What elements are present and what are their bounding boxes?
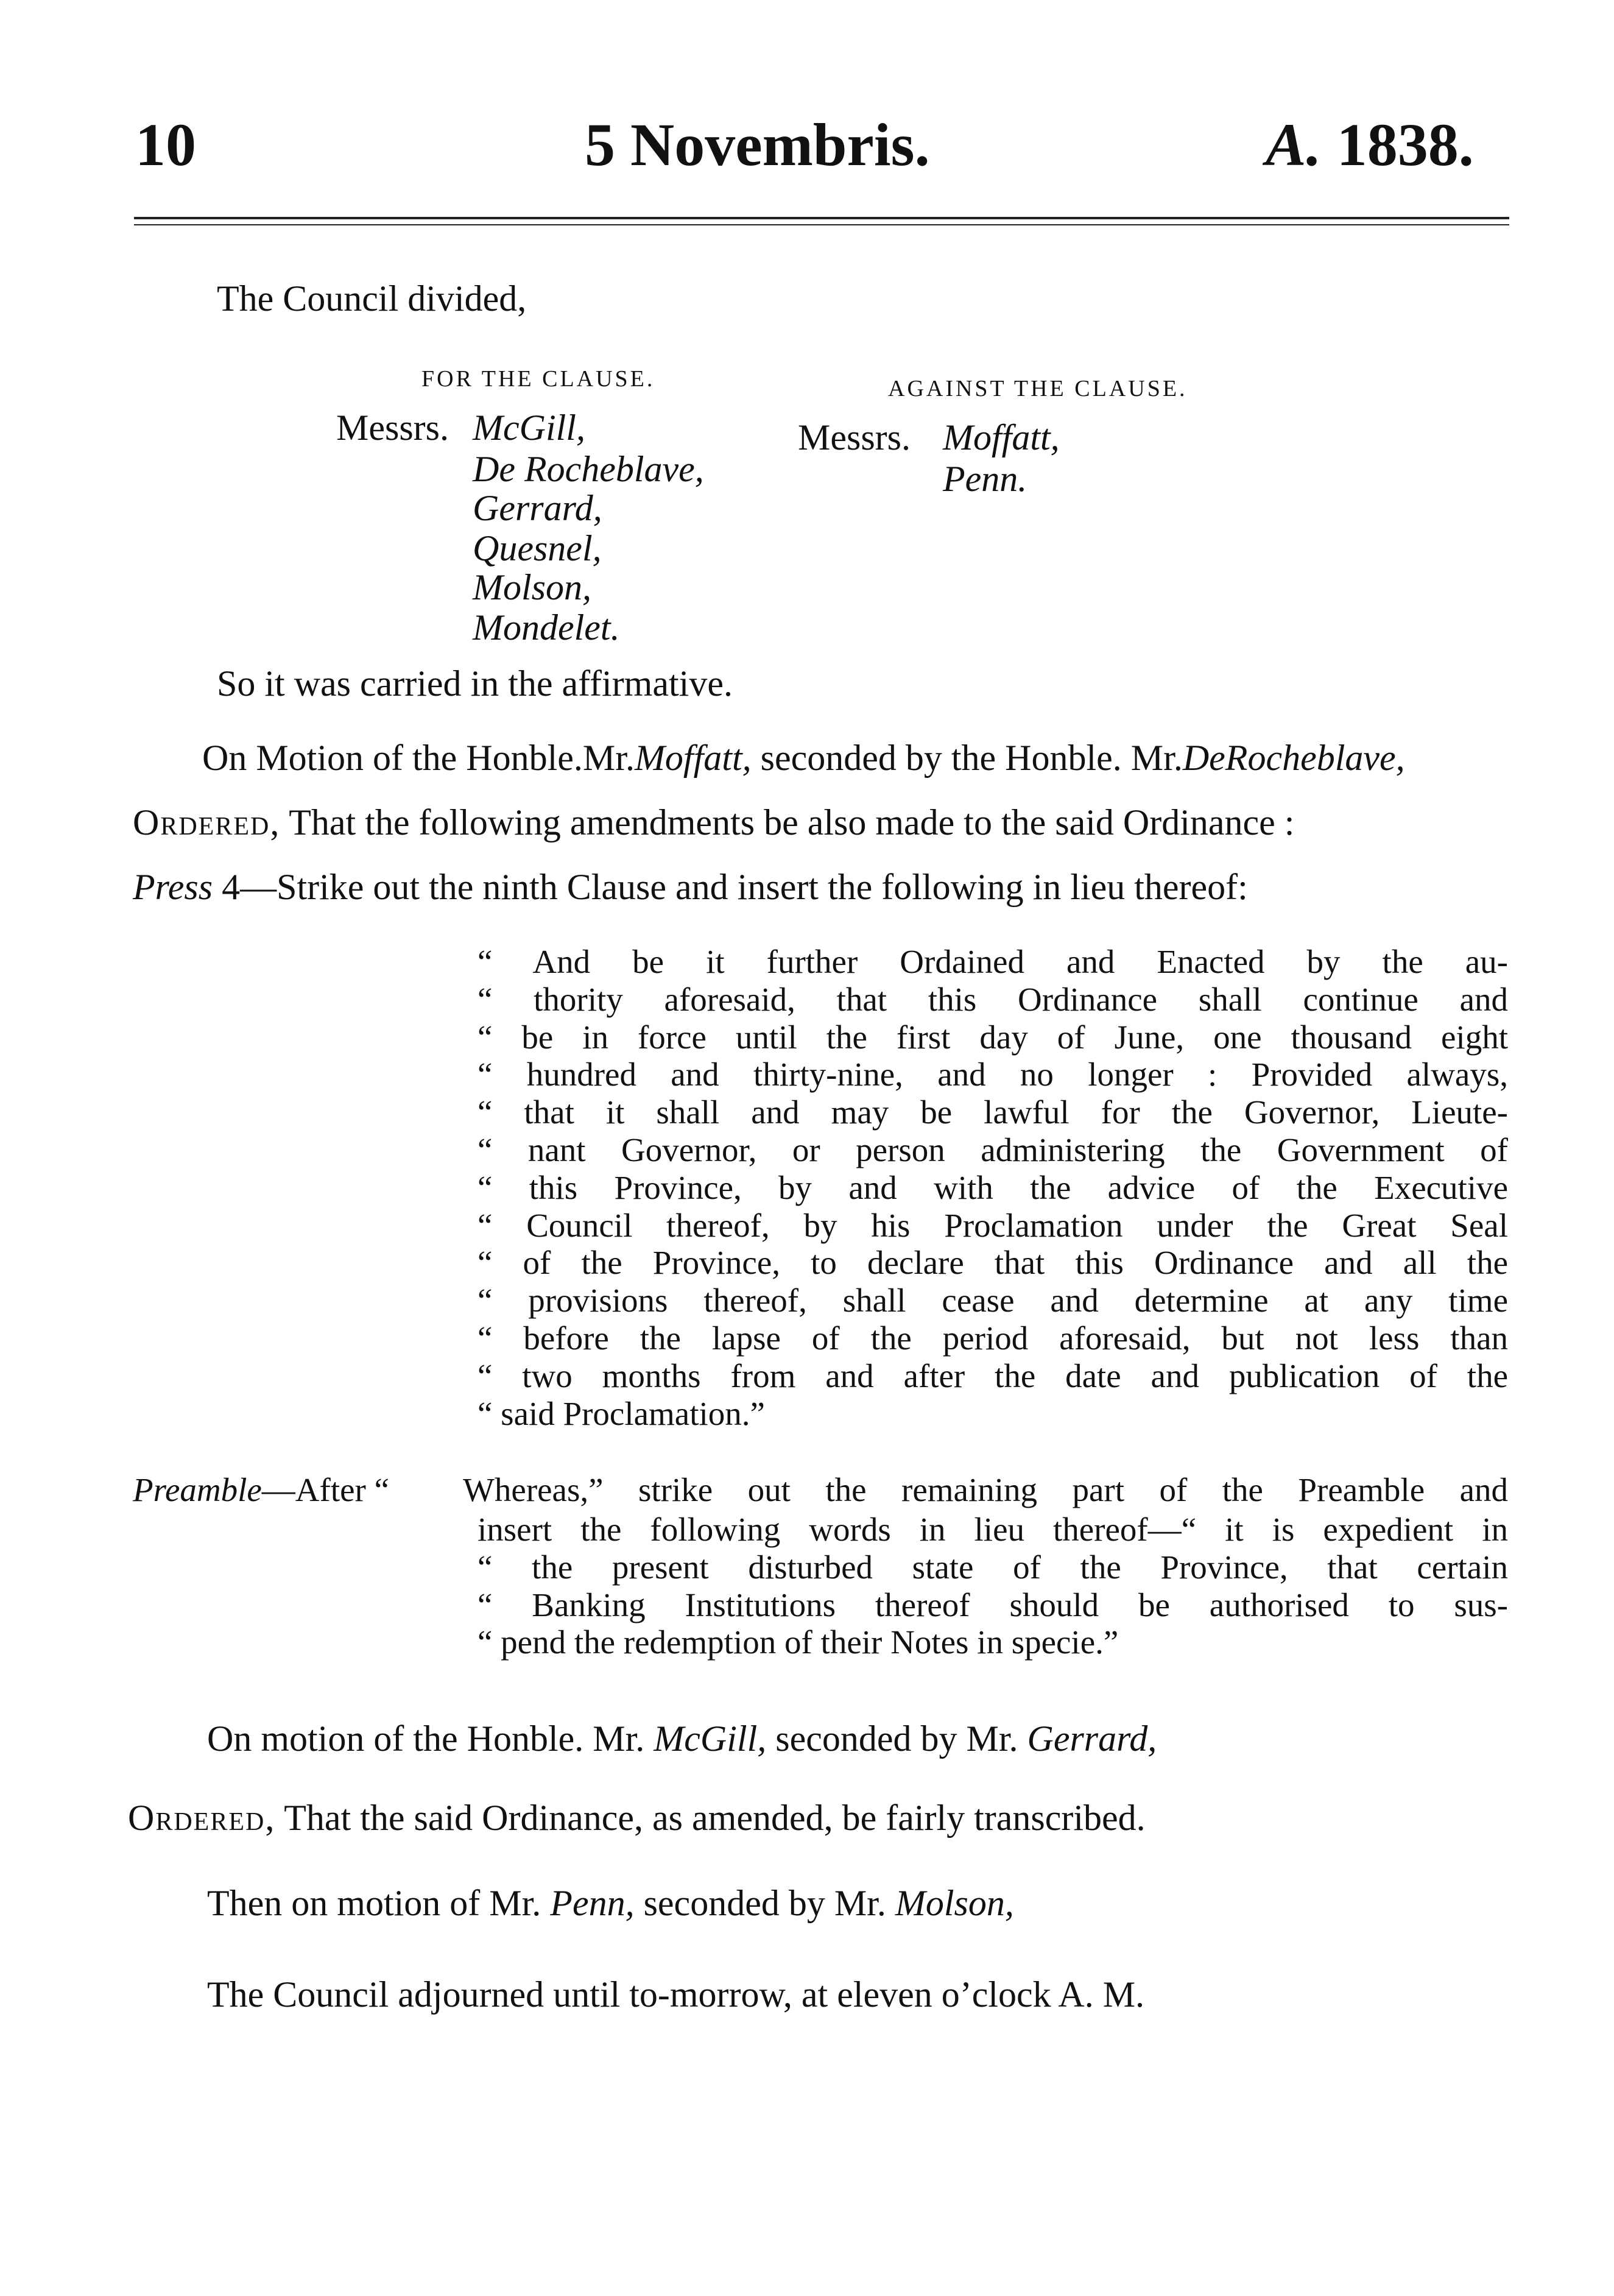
for-name-2: De Rocheblave, [473, 449, 704, 489]
quote-line: “ provisions thereof, shall cease and determine at any time [478, 1282, 1508, 1319]
motion-3-prefix: Then on motion of Mr. [207, 1883, 551, 1923]
quote-line: “ of the Province, to declare that this Ordinance and all the [478, 1244, 1508, 1282]
motion-2-ordered-line [128, 1797, 1146, 1839]
motion-3-seconder: Molson, [895, 1883, 1014, 1923]
division-intro: The Council divided, [217, 278, 527, 319]
motion-1-middle: seconded by the Honble. Mr. [751, 738, 1183, 778]
header-rule-bottom [134, 224, 1509, 225]
division-result: So it was carried in the affirmative. [217, 663, 733, 704]
for-messrs-label: Messrs. [336, 408, 449, 448]
preamble-label: Preamble [133, 1471, 262, 1508]
quote-line: “ before the lapse of the period aforesaid, but not less than [478, 1319, 1508, 1357]
against-messrs-label: Messrs. [798, 417, 911, 457]
preamble-line: “ the present disturbed state of the Province, that certain [478, 1548, 1508, 1586]
for-name-3: Gerrard, [473, 488, 602, 528]
press-text: 4—Strike out the ninth Clause and insert the following in lieu thereof: [213, 867, 1248, 907]
motion-1-mover: Moffatt, [634, 738, 752, 778]
for-name-4: Quesnel, [473, 528, 602, 568]
preamble-line: insert the following words in lieu thereof—“ it is expedient in [478, 1511, 1508, 1548]
ordered-text-2: That the said Ordinance, as amended, be fairly transcribed. [275, 1798, 1146, 1838]
year-value: 1838. [1336, 111, 1474, 178]
header-rule-top [134, 217, 1509, 219]
motion-3-line [207, 1882, 1014, 1924]
quote-line: “ thority aforesaid, that this Ordinance shall continue and [478, 980, 1508, 1018]
ordered-text: That the following amendments be also made to the said Ordinance : [280, 802, 1295, 842]
motion-2-prefix: On motion of the Honble. Mr. [207, 1718, 654, 1759]
quote-line: “ nant Governor, or person administering the Government of [478, 1131, 1508, 1168]
against-name-2: Penn. [943, 459, 1027, 499]
for-clause-heading: FOR THE CLAUSE. [421, 366, 655, 392]
session-date: 5 Novembris. [585, 111, 930, 178]
preamble-line: “ pend the redemption of their Notes in specie.” [478, 1623, 1119, 1661]
year-prefix: A. [1266, 111, 1322, 178]
quote-line: “ hundred and thirty-nine, and no longer : Provided always, [478, 1056, 1508, 1093]
quote-line: “ And be it further Ordained and Enacted by the au- [478, 943, 1508, 980]
press-label: Press [133, 867, 213, 907]
quote-line: “ be in force until the first day of June, one thousand eight [478, 1018, 1508, 1056]
quote-line: “ that it shall and may be lawful for the Governor, Lieute- [478, 1093, 1508, 1131]
against-clause-heading: AGAINST THE CLAUSE. [888, 376, 1188, 401]
motion-1-seconder: DeRocheblave, [1182, 738, 1405, 778]
press-line [133, 866, 1248, 908]
motion-3-mover: Penn, [550, 1883, 635, 1923]
motion-2-middle: seconded by Mr. [766, 1718, 1027, 1759]
preamble-label-line [133, 1471, 389, 1509]
adjournment-line: The Council adjourned until to-morrow, at eleven o’clock A. M. [207, 1974, 1145, 2015]
preamble-line: “ Banking Institutions thereof should be authorised to sus- [478, 1586, 1508, 1623]
ordered-label: Ordered, [133, 802, 281, 842]
inserted-clause-quote [478, 943, 1508, 1432]
preamble-continuation [478, 1511, 1508, 1661]
preamble-after: —After “ [261, 1471, 390, 1508]
for-name-1: McGill, [473, 408, 585, 448]
motion-1-line [202, 737, 1405, 779]
session-year [1266, 110, 1474, 180]
motion-3-middle: seconded by Mr. [634, 1883, 895, 1923]
motion-1-ordered-line [133, 802, 1294, 844]
quote-line: “ Council thereof, by his Proclamation under the Great Seal [478, 1206, 1508, 1244]
preamble-first-line: Whereas,” strike out the remaining part of the Preamble and [463, 1471, 1508, 1508]
motion-2-mover: McGill, [654, 1718, 767, 1759]
quote-line: “ this Province, by and with the advice of the Executive [478, 1168, 1508, 1206]
for-name-6: Mondelet. [473, 607, 620, 648]
for-name-5: Molson, [473, 567, 591, 607]
quote-line: “ said Proclamation.” [478, 1394, 765, 1432]
motion-2-seconder: Gerrard, [1027, 1718, 1157, 1759]
ordered-label-2: Ordered, [128, 1798, 276, 1838]
quote-line: “ two months from and after the date and publication of the [478, 1357, 1508, 1394]
against-name-1: Moffatt, [943, 417, 1060, 457]
motion-1-prefix: On Motion of the Honble.Mr. [202, 738, 635, 778]
page-number: 10 [135, 111, 196, 178]
motion-2-line [207, 1718, 1157, 1760]
